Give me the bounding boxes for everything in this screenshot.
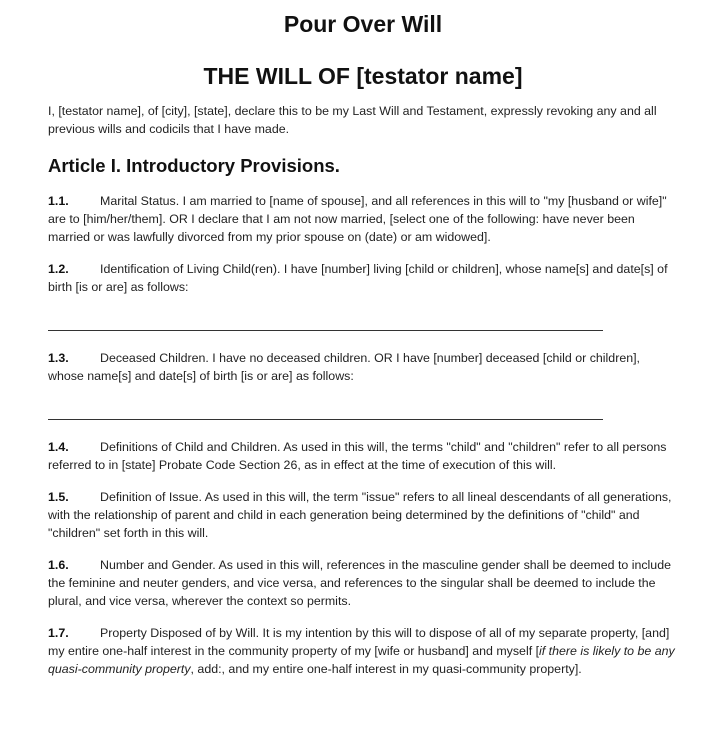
section-text-italic: if there is likely to be any quasi-community property — [48, 644, 675, 676]
section-number: 1.2. — [48, 262, 69, 276]
section-number: 1.5. — [48, 490, 69, 504]
section-1-2 — [48, 260, 678, 296]
section-text: Marital Status. I am married to [name of spouse], and all references in this will to "my [husband or wife]" are to [him/her/them]. OR I declare that I am not now married, [select one of the following: have never been married or was lawfully divorced from my prior spouse on (date) or am widowed]. — [48, 194, 667, 244]
fill-in-line — [48, 330, 603, 331]
intro-paragraph: I, [testator name], of [city], [state], declare this to be my Last Will and Testament, expressly revoking any and all previous wills and codicils that I have made. — [48, 104, 657, 136]
section-text: Property Disposed of by Will. It is my intention by this will to dispose of all of my separate property, [and] my entire one-half interest in the community property of my [wife or husband] and myself [ — [48, 626, 670, 658]
section-number: 1.7. — [48, 626, 69, 640]
section-text: Definition of Issue. As used in this will, the term "issue" refers to all lineal descendants of all generations, with the relationship of parent and child in each generation being determined by the definitions of "child" and "children" set forth in this will. — [48, 490, 672, 540]
section-1-6 — [48, 556, 678, 610]
section-1-3 — [48, 349, 678, 385]
section-1-7 — [48, 624, 678, 678]
section-number: 1.3. — [48, 351, 69, 365]
document-title: Pour Over Will — [283, 11, 443, 37]
section-number: 1.4. — [48, 440, 69, 454]
section-number: 1.6. — [48, 558, 69, 572]
section-1-4 — [48, 438, 678, 474]
fill-in-line — [48, 419, 603, 420]
section-text: Deceased Children. I have no deceased children. OR I have [number] deceased [child or children], whose name[s] and date[s] of birth [is or are] as follows: — [48, 351, 640, 383]
article-heading: Article I. Introductory Provisions. — [48, 155, 340, 176]
section-text: Identification of Living Child(ren). I have [number] living [child or children], whose name[s] and date[s] of birth [is or are] as follows: — [48, 262, 668, 294]
section-text: Number and Gender. As used in this will, references in the masculine gender shall be deemed to include the feminine and neuter genders, and vice versa, and references to the singular shall be deemed to include the plural, and vice versa, wherever the context so permits. — [48, 558, 671, 608]
document-subtitle: THE WILL OF [testator name] — [203, 63, 523, 89]
section-1-1 — [48, 192, 678, 246]
section-text: Definitions of Child and Children. As used in this will, the terms "child" and "children" refer to all persons referred to in [state] Probate Code Section 26, as in effect at the time of execution of this will. — [48, 440, 667, 472]
section-text: , add:, and my entire one-half interest in my quasi-community property]. — [190, 662, 582, 676]
section-number: 1.1. — [48, 194, 69, 208]
section-1-5 — [48, 488, 678, 542]
